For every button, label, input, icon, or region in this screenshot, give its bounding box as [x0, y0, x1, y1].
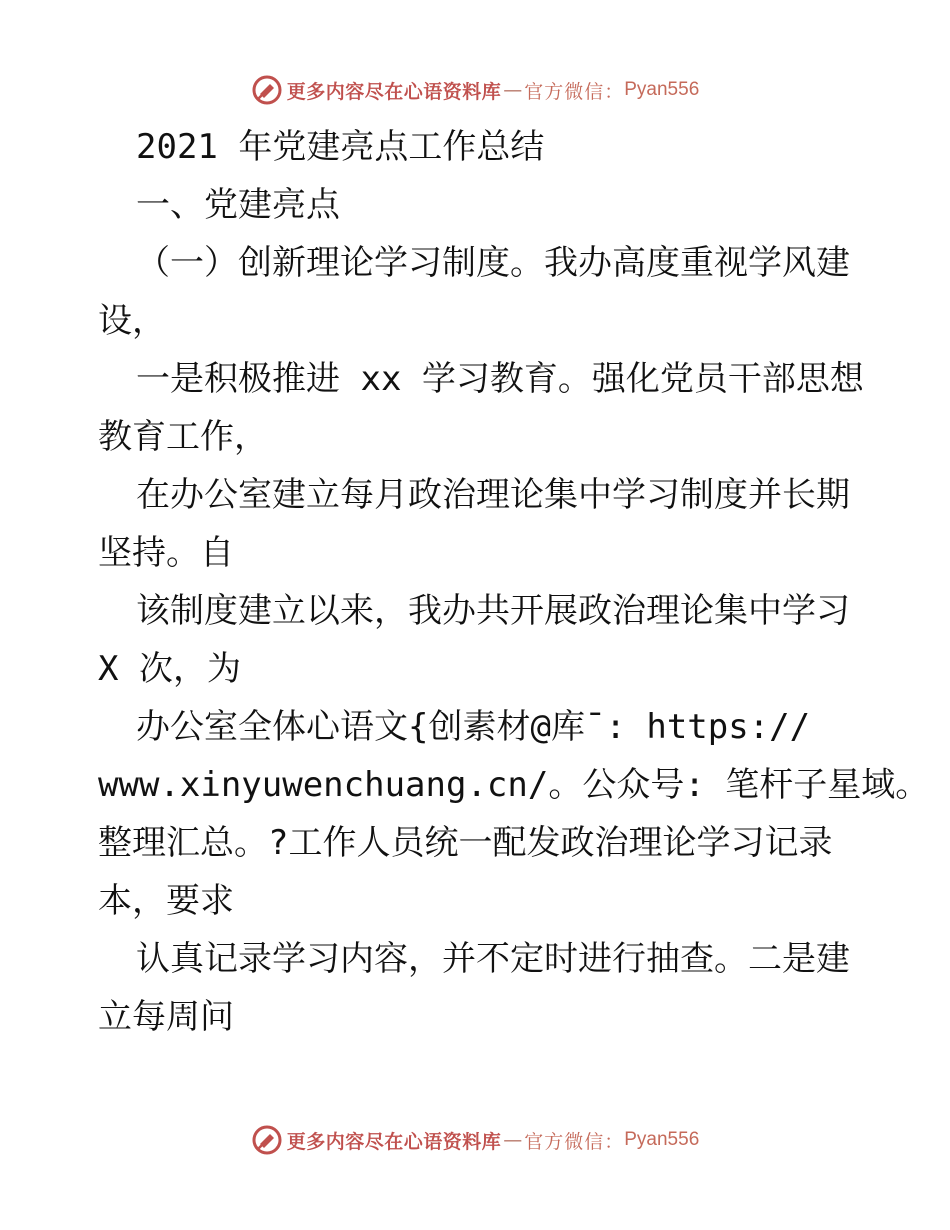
paragraph-line: （一）创新理论学习制度。我办高度重视学风建: [136, 243, 850, 283]
brand-logo-icon: [251, 1124, 283, 1156]
paragraph-line: www.xinyuwenchuang.cn/。公众号: 笔杆子星域。: [98, 765, 930, 805]
paragraph-line: 立每周问: [98, 997, 234, 1037]
paragraph-line: 本，要求: [98, 881, 234, 921]
paragraph-line: X 次，为: [98, 649, 241, 689]
paragraph-line: 坚持。自: [98, 533, 234, 573]
banner-title: 更多内容尽在心语资料库: [286, 80, 502, 103]
brand-logo-icon: [251, 74, 283, 106]
paragraph-line: 教育工作，: [98, 417, 268, 457]
paragraph-line: 整理汇总。?工作人员统一配发政治理论学习记录: [98, 823, 833, 863]
paragraph-line: 一是积极推进 xx 学习教育。强化党员干部思想: [136, 359, 864, 399]
paragraph-line: 该制度建立以来，我办共开展政治理论集中学习: [136, 591, 850, 631]
paragraph-line: 在办公室建立每月政治理论集中学习制度并长期: [136, 475, 850, 515]
section-heading: 一、党建亮点: [136, 185, 340, 225]
banner-separator: —: [503, 79, 523, 101]
paragraph-line: 设，: [98, 301, 166, 341]
banner-wechat-id: Pyan556: [624, 1129, 700, 1150]
banner-wechat-label: 官方微信：: [524, 80, 625, 103]
banner-wechat-label: 官方微信：: [524, 1130, 625, 1153]
document-title: 2021 年党建亮点工作总结: [136, 127, 545, 167]
banner-title: 更多内容尽在心语资料库: [286, 1130, 502, 1153]
banner-separator: —: [503, 1129, 523, 1151]
footer-banner: [0, 1120, 950, 1160]
paragraph-line: 办公室全体心语文{创素材@库¯: https://: [136, 707, 811, 747]
paragraph-line: 认真记录学习内容，并不定时进行抽查。二是建: [136, 939, 850, 979]
document-body: [98, 118, 930, 1046]
header-banner: [0, 70, 950, 110]
banner-wechat-id: Pyan556: [624, 79, 700, 100]
